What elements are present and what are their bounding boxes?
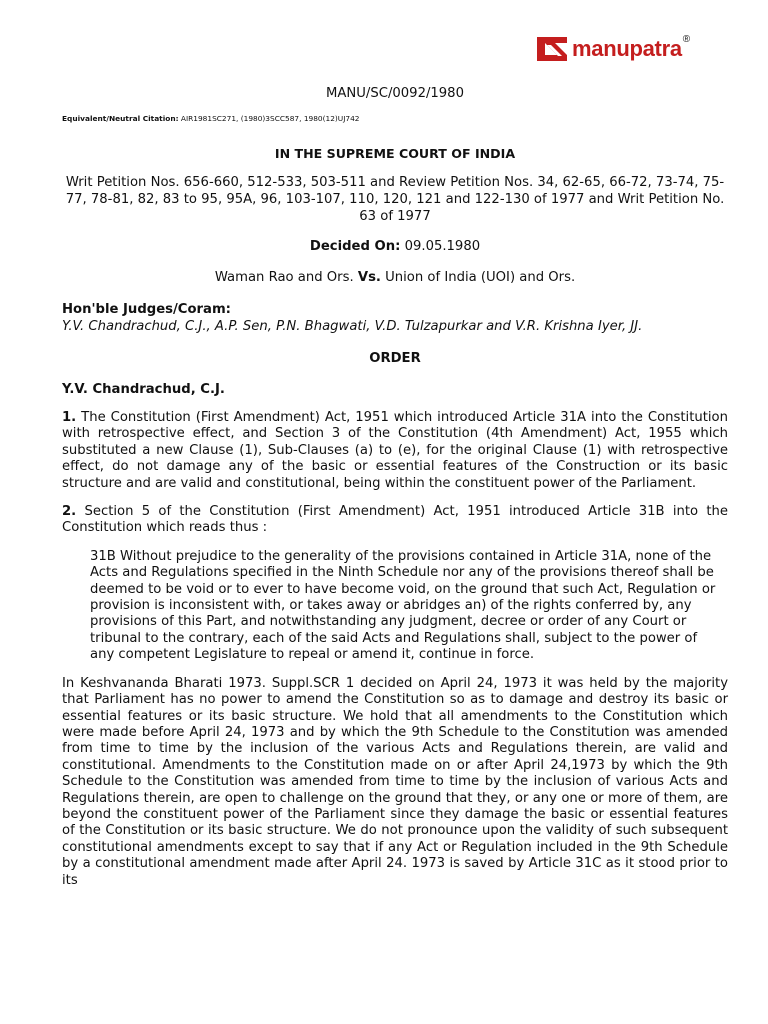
respondent: Union of India (UOI) and Ors. (380, 270, 576, 285)
registered-mark: ® (682, 34, 691, 45)
manupatra-logo-icon (535, 34, 569, 64)
decided-on (62, 239, 728, 254)
decided-on-date: 09.05.1980 (400, 239, 481, 254)
case-parties (62, 270, 728, 285)
paragraph-1 (62, 410, 728, 492)
author-judge: Y.V. Chandrachud, C.J. (62, 382, 225, 397)
logo-wordmark: manupatra (572, 36, 682, 61)
court-name: IN THE SUPREME COURT OF INDIA (274, 146, 516, 161)
keshvananda-paragraph: In Keshvananda Bharati 1973. Suppl.SCR 1 decided on April 24, 1973 it was held by the majority that Parliament has no power to amend the Constitution so as to damage and destroy its basic or essential features or its basic structure. We hold that all amendments to the Constitution which were made before April 24, 1973 and by which the 9th Schedule to the Constitution was amended from time to time by the inclusion of the various Acts and Regulations therein, are valid and constitutional. Amendments to the Constitution made on or after April 24,1973 by which the 9th Schedule to the Constitution was amended from time to time by the inclusion of various Acts and Regulations therein, are open to challenge on the ground that they, or any one or more of them, are beyond the constituent power of the Parliament since they damage the basic or essential features of the Constitution or its basic structure. We do not pronounce upon the validity of such subsequent constitutional amendments except to say that if any Act or Regulation included in the 9th Schedule by a constitutional amendment made after April 24. 1973 is saved by Article 31C as it stood prior to its (62, 675, 728, 888)
order-heading: ORDER (369, 351, 421, 366)
paragraph-text: The Constitution (First Amendment) Act, 1951 which introduced Article 31A into the Constitution with retrospective effect, and Section 3 of the Constitution (4th Amendment) Act, 1955 which substituted a new Clause (1), Sub-Clauses (a) to (e), for the original Clause (1) with retrospective effect, do not damage any of the basic or essential features of the Construction or its basic structure and are valid and constitutional, being within the constituent power of the Parliament. (62, 410, 728, 491)
equivalent-citation-value: AIR1981SC271, (1980)3SCC587, 1980(12)UJ742 (178, 114, 360, 123)
manupatra-logo (535, 34, 690, 64)
versus-label: Vs. (357, 270, 381, 285)
manu-citation: MANU/SC/0092/1980 (326, 86, 464, 101)
paragraph-number: 1. (62, 410, 77, 425)
petition-numbers: Writ Petition Nos. 656-660, 512-533, 503-511 and Review Petition Nos. 34, 62-65, 66-72, 73-74, 75-77, 78-81, 82, 83 to 95, 95A, 96, 103-107, 110, 120, 121 and 122-130 of 1977 and Writ Petition No. 63 of 1977 (65, 175, 725, 224)
judges-list: Y.V. Chandrachud, C.J., A.P. Sen, P.N. Bhagwati, V.D. Tulzapurkar and V.R. Krishna Iyer, JJ. (62, 319, 643, 334)
judges-heading: Hon'ble Judges/Coram: (62, 302, 231, 317)
equivalent-citation (62, 114, 728, 123)
article-31b-quote: 31B Without prejudice to the generality of the provisions contained in Article 31A, none of the Acts and Regulations specified in the Ninth Schedule nor any of the provisions thereof shall be deemed to be void or to ever to have become void, on the ground that such Act, Regulation or provision is inconsistent with, or takes away or abridges an) of the rights conferred by, any provisions of this Part, and notwithstanding any judgment, decree or order of any Court or tribunal to the contrary, each of the said Acts and Regulations shall, subject to the power of any competent Legislature to repeal or amend it, continue in force. (90, 548, 716, 663)
paragraph-2 (62, 504, 728, 537)
equivalent-citation-label: Equivalent/Neutral Citation: (62, 114, 179, 123)
paragraph-number: 2. (62, 504, 77, 520)
petitioner: Waman Rao and Ors. (214, 270, 358, 285)
decided-on-label: Decided On: (309, 239, 401, 254)
paragraph-text: Section 5 of the Constitution (First Amendment) Act, 1951 introduced Article 31B into the Constitution which reads thus : (62, 504, 728, 536)
judgment-document (62, 86, 728, 901)
